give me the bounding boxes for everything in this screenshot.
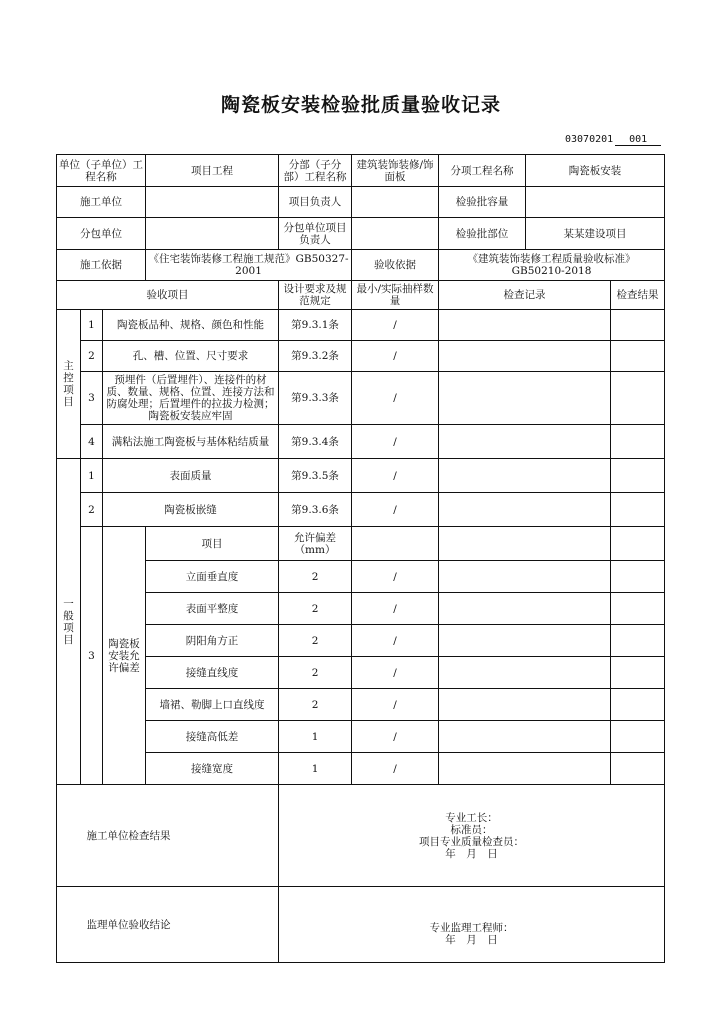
tolerance-col-record [439, 527, 611, 561]
general-item-text: 陶瓷板嵌缝 [103, 493, 279, 527]
main-item-no: 1 [81, 310, 103, 341]
general-group-label: 一般项目 [57, 459, 81, 785]
tolerance-row-value: 2 [279, 689, 352, 721]
main-item-result[interactable] [611, 341, 665, 372]
tolerance-col-allow: 允许偏差（mm） [279, 527, 352, 561]
tolerance-row-value: 1 [279, 721, 352, 753]
col-item-heading: 验收项目 [57, 281, 279, 310]
tolerance-row-sample[interactable]: / [352, 625, 439, 657]
main-item-text: 陶瓷板品种、规格、颜色和性能 [103, 310, 279, 341]
tolerance-row-name: 接缝高低差 [146, 721, 279, 753]
form-code-suffix: 001 [615, 134, 661, 146]
subcontractor-label: 分包单位 [57, 218, 146, 250]
subitem-name-value[interactable]: 陶瓷板安装 [526, 155, 665, 187]
general-item-clause: 第9.3.5条 [279, 459, 352, 493]
quality-inspector-label: 项目专业质量检查员： [419, 835, 525, 848]
acceptance-basis-label: 验收依据 [352, 250, 439, 281]
main-item-no: 3 [81, 372, 103, 425]
tolerance-row-record[interactable] [439, 689, 611, 721]
main-item-result[interactable] [611, 425, 665, 459]
main-item-record[interactable] [439, 310, 611, 341]
main-item-result[interactable] [611, 310, 665, 341]
main-item-no: 4 [81, 425, 103, 459]
main-item-record[interactable] [439, 341, 611, 372]
tolerance-row-result[interactable] [611, 657, 665, 689]
form-code [565, 134, 661, 146]
tolerance-row-result[interactable] [611, 593, 665, 625]
tolerance-row-value: 2 [279, 593, 352, 625]
contractor-check-label: 施工单位检查结果 [57, 785, 279, 887]
subitem-name-label: 分项工程名称 [439, 155, 526, 187]
main-item-clause: 第9.3.4条 [279, 425, 352, 459]
main-item-record[interactable] [439, 425, 611, 459]
tolerance-row-name: 接缝直线度 [146, 657, 279, 689]
acceptance-basis-value: 《建筑装饰装修工程质量验收标准》GB50210-2018 [439, 250, 665, 281]
contractor-date: 年 月 日 [445, 847, 498, 860]
form-code-prefix: 03070201 [565, 134, 614, 145]
tolerance-row-result[interactable] [611, 561, 665, 593]
tolerance-row-record[interactable] [439, 593, 611, 625]
tolerance-row-sample[interactable]: / [352, 689, 439, 721]
page-title: 陶瓷板安装检验批质量验收记录 [220, 94, 501, 116]
tolerance-row-record[interactable] [439, 657, 611, 689]
supervisor-date: 年 月 日 [445, 933, 498, 946]
supervisor-check-signatures[interactable] [279, 887, 665, 963]
general-item-record[interactable] [439, 459, 611, 493]
tolerance-row-value: 2 [279, 561, 352, 593]
main-item-text: 孔、槽、位置、尺寸要求 [103, 341, 279, 372]
batch-capacity-label: 检验批容量 [439, 187, 526, 218]
sub-pm-label: 分包单位项目负责人 [279, 218, 352, 250]
general-item-result[interactable] [611, 459, 665, 493]
tolerance-row-name: 阴阳角方正 [146, 625, 279, 657]
part-name-value[interactable]: 建筑装饰装修/饰面板 [352, 155, 439, 187]
foreman-label: 专业工长： [445, 811, 498, 824]
col-design-heading: 设计要求及规范规定 [279, 281, 352, 310]
tolerance-row-name: 墙裙、勒脚上口直线度 [146, 689, 279, 721]
tolerance-row-record[interactable] [439, 753, 611, 785]
main-item-result[interactable] [611, 372, 665, 425]
part-name-label: 分部（子分部）工程名称 [279, 155, 352, 187]
standard-staff-label: 标准员： [450, 823, 493, 836]
main-item-sample[interactable]: / [352, 425, 439, 459]
tolerance-row-sample[interactable]: / [352, 561, 439, 593]
tolerance-group-label: 陶瓷板安装允许偏差 [103, 527, 146, 785]
tolerance-row-sample[interactable]: / [352, 593, 439, 625]
tolerance-col-item: 项目 [146, 527, 279, 561]
construction-basis-label: 施工依据 [57, 250, 146, 281]
project-manager-value[interactable] [352, 187, 439, 218]
col-result-heading: 检查结果 [611, 281, 665, 310]
contractor-label: 施工单位 [57, 187, 146, 218]
col-record-heading: 检查记录 [439, 281, 611, 310]
batch-location-label: 检验批部位 [439, 218, 526, 250]
unit-name-value[interactable]: 项目工程 [146, 155, 279, 187]
tolerance-row-name: 接缝宽度 [146, 753, 279, 785]
col-sample-heading: 最小/实际抽样数量 [352, 281, 439, 310]
sub-pm-value[interactable] [352, 218, 439, 250]
tolerance-col-sample [352, 527, 439, 561]
general-item-sample[interactable]: / [352, 459, 439, 493]
main-item-sample[interactable]: / [352, 310, 439, 341]
tolerance-row-value: 1 [279, 753, 352, 785]
contractor-value[interactable] [146, 187, 279, 218]
tolerance-row-result[interactable] [611, 753, 665, 785]
contractor-check-signatures[interactable] [279, 785, 665, 887]
tolerance-col-result [611, 527, 665, 561]
tolerance-row-sample[interactable]: / [352, 657, 439, 689]
tolerance-item-no: 3 [81, 527, 103, 785]
tolerance-row-result[interactable] [611, 625, 665, 657]
tolerance-row-result[interactable] [611, 689, 665, 721]
inspection-form-table [56, 154, 665, 963]
supervising-engineer-label: 专业监理工程师： [429, 921, 514, 934]
tolerance-row-name: 表面平整度 [146, 593, 279, 625]
tolerance-row-record[interactable] [439, 561, 611, 593]
main-item-text: 预埋件（后置埋件）、连接件的材质、数量、规格、位置、连接方法和防腐处理；后置埋件的拉拔力检测；陶瓷板安装应牢固 [103, 372, 279, 425]
main-item-clause: 第9.3.1条 [279, 310, 352, 341]
construction-basis-value: 《住宅装饰装修工程施工规范》GB50327-2001 [146, 250, 352, 281]
tolerance-row-name: 立面垂直度 [146, 561, 279, 593]
main-item-record[interactable] [439, 372, 611, 425]
main-item-no: 2 [81, 341, 103, 372]
general-item-record[interactable] [439, 493, 611, 527]
subcontractor-value[interactable] [146, 218, 279, 250]
unit-name-label: 单位（子单位）工程名称 [57, 155, 146, 187]
main-item-text: 满粘法施工陶瓷板与基体粘结质量 [103, 425, 279, 459]
batch-location-value[interactable]: 某某建设项目 [526, 218, 665, 250]
supervisor-check-label: 监理单位验收结论 [57, 887, 279, 963]
general-item-text: 表面质量 [103, 459, 279, 493]
main-item-clause: 第9.3.3条 [279, 372, 352, 425]
tolerance-row-record[interactable] [439, 625, 611, 657]
batch-capacity-value[interactable] [526, 187, 665, 218]
main-item-clause: 第9.3.2条 [279, 341, 352, 372]
tolerance-row-sample[interactable]: / [352, 753, 439, 785]
tolerance-row-record[interactable] [439, 721, 611, 753]
main-item-sample[interactable]: / [352, 372, 439, 425]
tolerance-row-result[interactable] [611, 721, 665, 753]
main-control-group-label: 主控项目 [57, 310, 81, 459]
general-item-result[interactable] [611, 493, 665, 527]
tolerance-row-sample[interactable]: / [352, 721, 439, 753]
project-manager-label: 项目负责人 [279, 187, 352, 218]
general-item-sample[interactable]: / [352, 493, 439, 527]
tolerance-row-value: 2 [279, 657, 352, 689]
tolerance-row-value: 2 [279, 625, 352, 657]
general-item-clause: 第9.3.6条 [279, 493, 352, 527]
general-item-no: 2 [81, 493, 103, 527]
main-item-sample[interactable]: / [352, 341, 439, 372]
general-item-no: 1 [81, 459, 103, 493]
